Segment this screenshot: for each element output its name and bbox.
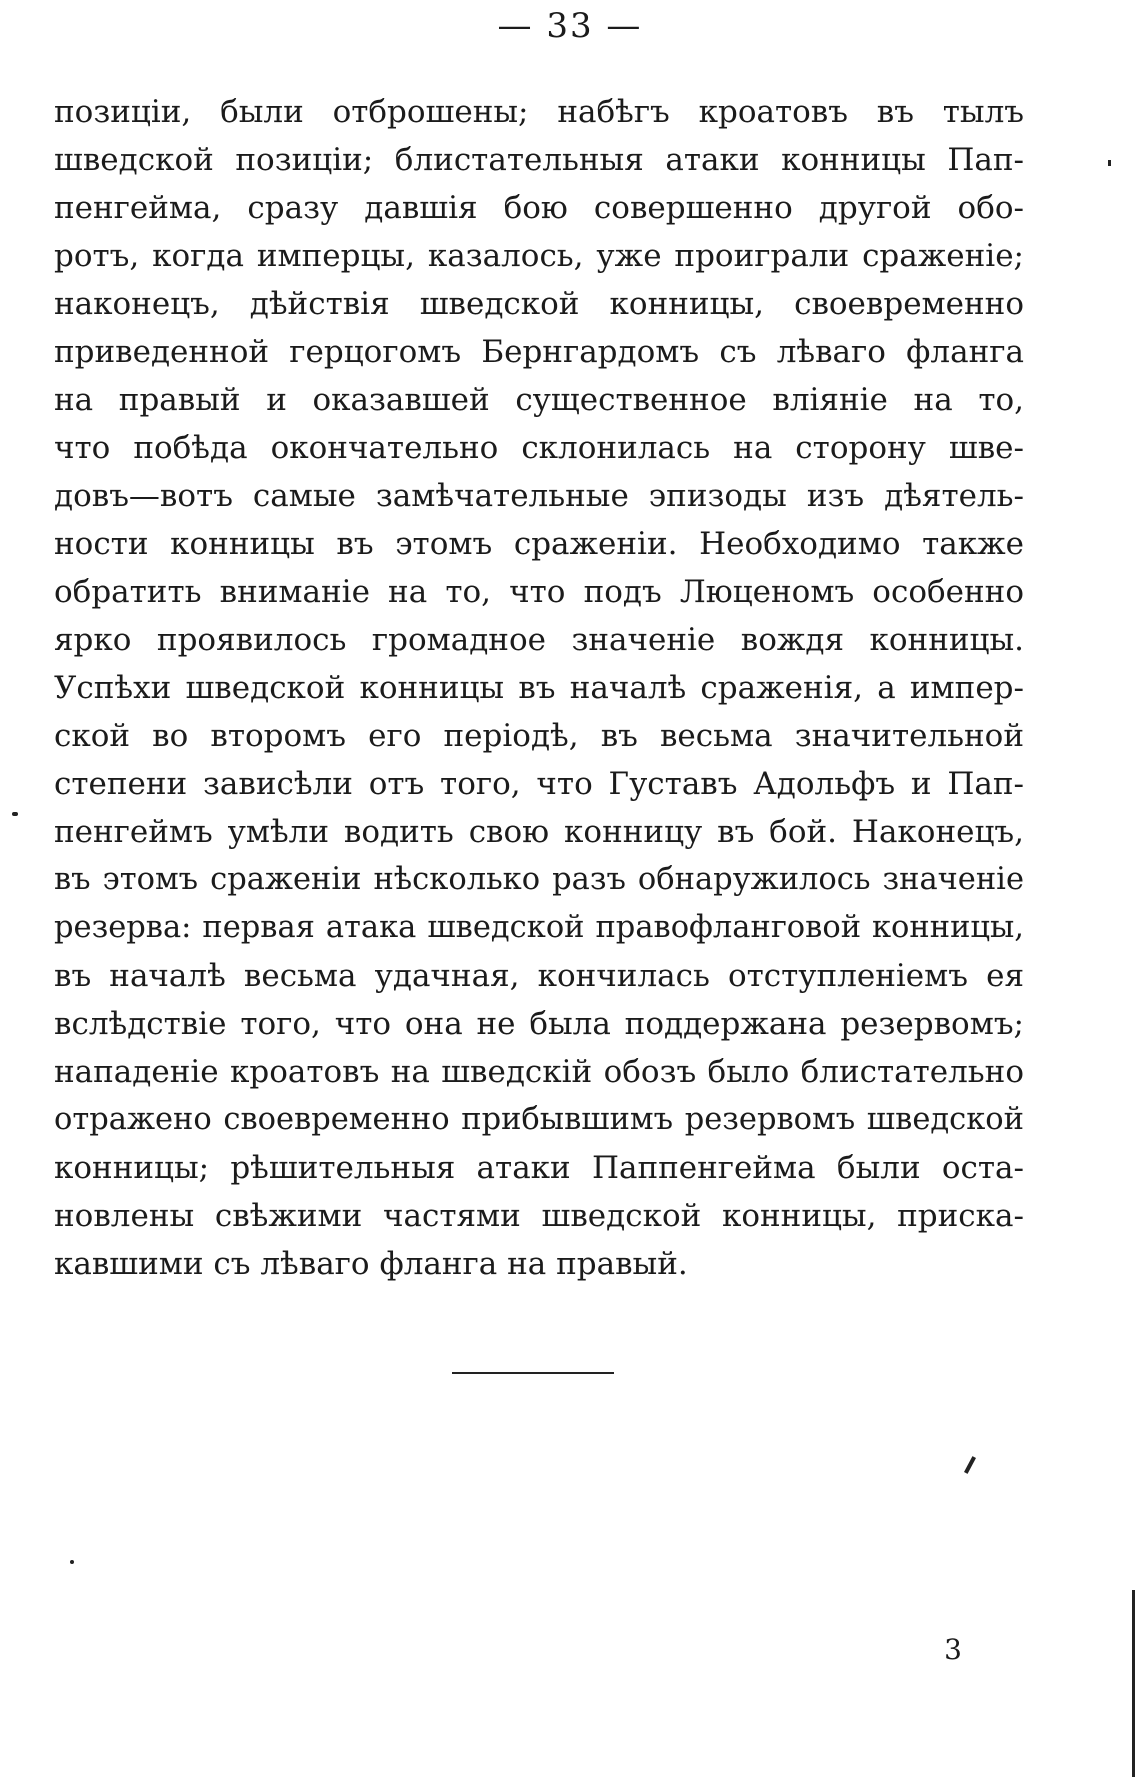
text-line: обратить вниманіе на то, что подъ Люценомъ особенно: [54, 574, 1024, 610]
ink-speck: [70, 1560, 74, 1564]
text-line: наконецъ, дѣйствія шведской конницы, своевременно: [54, 286, 1024, 322]
text-line: резерва: первая атака шведской правофланговой конницы,: [54, 910, 1024, 945]
ink-speck: [1108, 160, 1111, 166]
page-number: — 33 —: [497, 6, 643, 46]
text-line: кавшими съ лѣваго фланга на правый.: [54, 1246, 688, 1282]
text-line: въ этомъ сраженіи нѣсколько разъ обнаружилось значеніе: [54, 862, 1024, 897]
text-line: приведенной герцогомъ Бернгардомъ съ лѣваго фланга: [54, 334, 1024, 370]
text-line: шведской позиціи; блистательныя атаки конницы Пап-: [54, 142, 1024, 178]
text-line: новлены свѣжими частями шведской конницы, приска-: [54, 1198, 1024, 1234]
text-line: довъ—вотъ самые замѣчательные эпизоды изъ дѣятель-: [54, 478, 1024, 514]
ink-speck: [964, 1456, 976, 1474]
text-line: нападеніе кроатовъ на шведскій обозъ было блистательно: [54, 1054, 1024, 1090]
text-line: что побѣда окончательно склонилась на сторону шве-: [54, 430, 1024, 466]
text-line: отражено своевременно прибывшимъ резервомъ шведской: [54, 1102, 1024, 1137]
text-line: вслѣдствіе того, что она не была поддержана резервомъ;: [54, 1006, 1024, 1042]
text-line: ротъ, когда имперцы, казалось, уже проиграли сраженіе;: [54, 238, 1024, 274]
text-line: степени зависѣли отъ того, что Густавъ Адольфъ и Пап-: [54, 766, 1024, 802]
text-line: ности конницы въ этомъ сраженіи. Необходимо также: [54, 526, 1024, 562]
section-end-rule: [452, 1372, 614, 1374]
text-line: въ началѣ весьма удачная, кончилась отступленіемъ ея: [54, 958, 1024, 994]
signature-mark: 3: [944, 1633, 962, 1666]
text-line: ской во второмъ его періодѣ, въ весьма значительной: [54, 718, 1024, 754]
text-line: позиціи, были отброшены; набѣгъ кроатовъ въ тылъ: [54, 94, 1024, 130]
text-line: Успѣхи шведской конницы въ началѣ сраженія, а импер-: [54, 670, 1024, 706]
text-line: пенгеймъ умѣли водить свою конницу въ бой. Наконецъ,: [54, 814, 1024, 850]
body-text: [54, 88, 1024, 1288]
ink-speck: [12, 812, 18, 816]
text-line: на правый и оказавшей существенное вліяніе на то,: [54, 382, 1024, 418]
text-line: конницы; рѣшительныя атаки Паппенгейма были оста-: [54, 1150, 1024, 1186]
text-line: ярко проявилось громадное значеніе вождя конницы.: [54, 622, 1024, 658]
text-line: пенгейма, сразу давшія бою совершенно другой обо-: [54, 190, 1024, 226]
scan-edge-line: [1132, 1590, 1135, 1777]
